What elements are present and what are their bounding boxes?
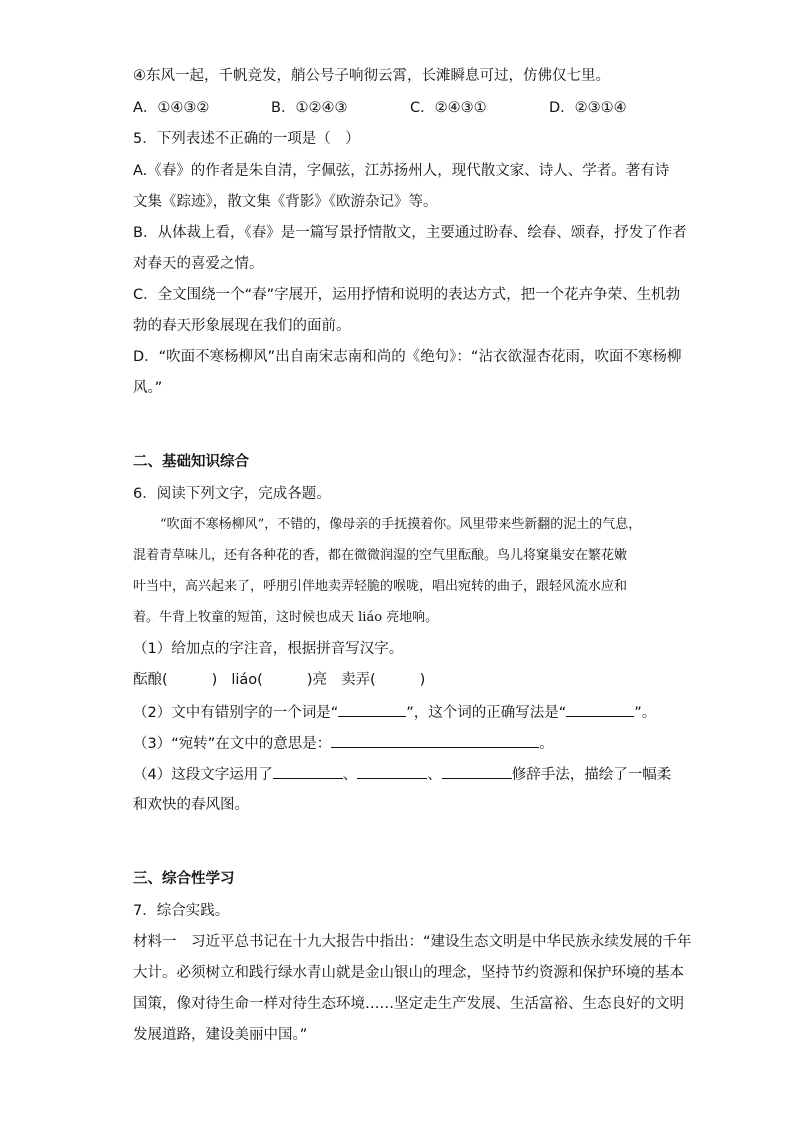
answer-blank[interactable] — [566, 702, 634, 717]
sub4-text-b: 修辞手法，描绘了一幅柔 — [511, 767, 672, 783]
q5-option-c-line2: 勃的春天形象展现在我们的面前。 — [133, 318, 351, 334]
material-1-line2: 大计。必须树立和践行绿水青山就是金山银山的理念，坚持节约资源和保护环境的基本 — [133, 965, 684, 981]
paren-close: ) — [419, 672, 426, 688]
sub3-text-b: 。 — [539, 736, 554, 752]
q5-option-a-line2: 文集《踪迹》，散文集《背影》《欧游杂记》等。 — [133, 194, 438, 210]
sub2-text-a: （2）文中有错别字的一个词是“ — [133, 705, 339, 721]
pinyin-liao: liáo( — [231, 672, 263, 688]
paren-close: ) — [211, 672, 218, 688]
word-yunniang: 酝酿( — [133, 672, 168, 688]
q5-option-a-line1: A.《春》的作者是朱自清，字佩弦，江苏扬州人，现代散文家、诗人、学者。著有诗 — [133, 163, 670, 179]
word-liang: )亮 — [306, 672, 327, 688]
sub3-text-a: （3）“宛转”在文中的意思是： — [133, 736, 332, 752]
q6-sub1: （1）给加点的字注音，根据拼音写汉字。 — [133, 641, 404, 657]
answer-blank[interactable] — [442, 764, 512, 779]
q5-option-d-line2: 风。” — [133, 380, 163, 396]
separator: 、 — [427, 767, 442, 783]
q4-line-4: ④东风一起，千帆竞发，艄公号子响彻云霄，长滩瞬息可过，仿佛仅七里。 — [133, 68, 610, 84]
q5-option-d-line1: D．“吹面不寒杨柳风”出自南宋志南和尚的《绝句》：“沾衣欲湿杏花雨，吹面不寒杨柳 — [133, 349, 682, 365]
material-1-line3: 国策，像对待生命一样对待生态环境……坚定走生产发展、生活富裕、生态良好的文明 — [133, 996, 684, 1012]
q6-sub4-line2: 和欢快的春风图。 — [133, 797, 249, 813]
material-1-line1: 材料一 习近平总书记在十九大报告中指出：“建设生态文明是中华民族永续发展的千年 — [133, 934, 692, 950]
answer-blank[interactable] — [331, 733, 539, 748]
q6-sub4 — [133, 764, 671, 785]
q5-option-b-line2: 对春天的喜爱之情。 — [133, 256, 264, 272]
passage-line: 混着青草味儿，还有各种花的香，都在微微润湿的空气里酝酿。鸟儿将窠巢安在繁花嫩 — [133, 548, 628, 563]
section-3-heading: 三、综合性学习 — [133, 871, 235, 887]
answer-blank[interactable] — [338, 702, 406, 717]
q4-option-a: A．①④③② — [133, 100, 210, 116]
sub2-text-b: ”，这个词的正确写法是“ — [406, 705, 567, 721]
q6-sub2 — [133, 702, 656, 723]
q5-option-c-line1: C．全文围绕一个“春”字展开，运用抒情和说明的表达方式，把一个花卉争荣、生机勃 — [133, 287, 681, 303]
passage-line: 着。牛背上牧童的短笛，这时候也成天 liáo 亮地响。 — [133, 610, 439, 625]
q6-sub3 — [133, 733, 554, 754]
sub2-text-c: ”。 — [634, 705, 657, 721]
sub4-text-a: （4）这段文字运用了 — [133, 767, 273, 783]
q5-option-b-line1: B．从体裁上看，《春》是一篇写景抒情散文，主要通过盼春、绘春、颂春，抒发了作者 — [133, 225, 687, 241]
section-2-heading: 二、基础知识综合 — [133, 454, 249, 470]
separator: 、 — [342, 767, 358, 783]
passage-line: “吹面不寒杨柳风”，不错的，像母亲的手抚摸着你。风里带来些新翻的泥土的气息， — [160, 517, 642, 532]
answer-blank[interactable] — [357, 764, 427, 779]
q4-option-c: C．②④③① — [410, 100, 487, 116]
answer-blank[interactable] — [273, 764, 343, 779]
q6-sub1-answers — [133, 670, 425, 690]
material-1-line4: 发展道路，建设美丽中国。” — [133, 1027, 308, 1043]
q6-stem: 6．阅读下列文字，完成各题。 — [133, 486, 331, 502]
q7-stem: 7．综合实践。 — [133, 903, 230, 919]
q4-option-b: B．①②④③ — [271, 100, 348, 116]
q4-option-d: D．②③①④ — [549, 100, 627, 116]
word-mainong: 卖弄( — [341, 672, 376, 688]
q5-stem: 5．下列表述不正确的一项是（ ） — [133, 131, 360, 147]
passage-line: 叶当中，高兴起来了，呼朋引伴地卖弄轻脆的喉咙，唱出宛转的曲子，跟轻风流水应和 — [133, 579, 628, 594]
